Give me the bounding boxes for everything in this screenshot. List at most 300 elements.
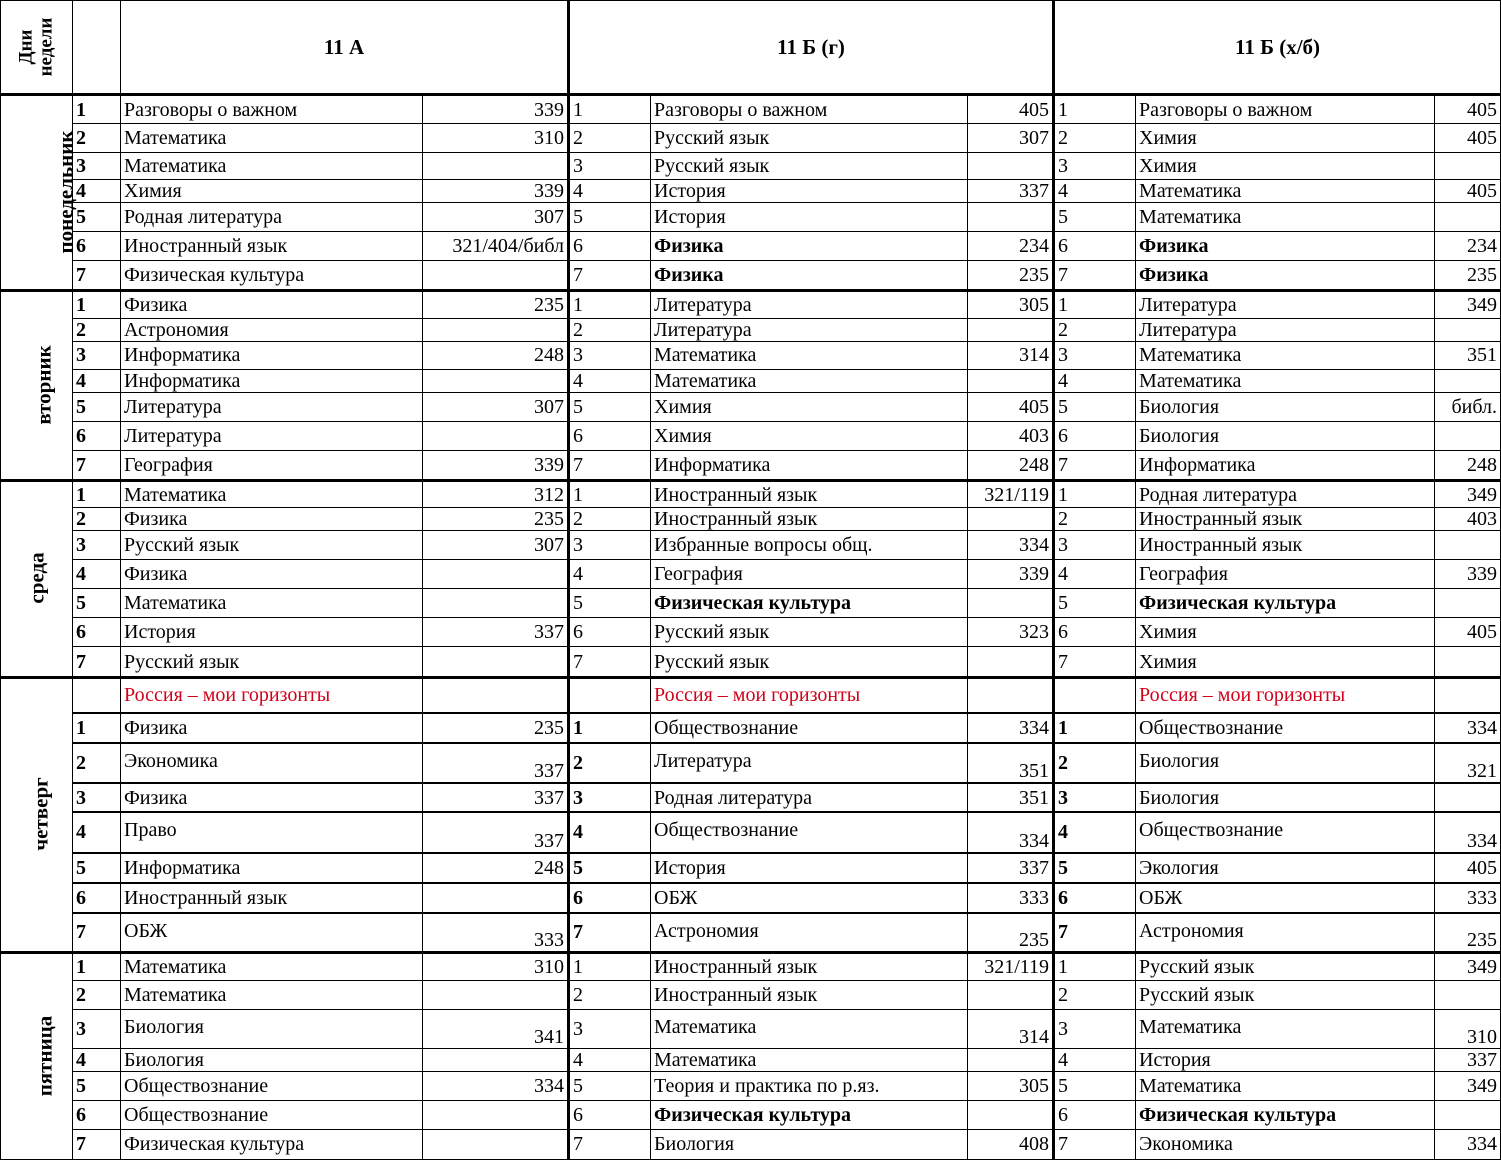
room-11a: 235 [423, 508, 569, 531]
days-header-cell [1, 1, 73, 95]
lesson-row [1, 981, 1501, 1010]
lesson-number-11a: 2 [73, 124, 121, 153]
room-11b-xb [1435, 203, 1501, 232]
subject-11a: Информатика [121, 853, 423, 883]
room-11a: 339 [423, 180, 569, 203]
subject-11b-xb: Литература [1136, 318, 1435, 341]
lesson-number-11a: 3 [73, 1010, 121, 1048]
subject-11a: Русский язык [121, 531, 423, 560]
lesson-number-11b-g: 4 [569, 560, 651, 589]
day-name: среда [24, 552, 49, 604]
subject-11b-g: История [651, 180, 968, 203]
room-11b-xb [1435, 318, 1501, 341]
subject-11b-xb: Физика [1136, 232, 1435, 261]
subject-11a: Физика [121, 560, 423, 589]
room-11b-g: 321/119 [968, 481, 1054, 508]
subject-11b-g: Иностранный язык [651, 481, 968, 508]
lesson-number-11a: 3 [73, 153, 121, 180]
subject-11b-g: Математика [651, 369, 968, 392]
day-cell [1, 95, 78, 291]
room-11b-xb: 349 [1435, 290, 1501, 318]
lesson-number-11b-xb: 7 [1054, 261, 1136, 290]
lesson-number-11b-g: 6 [569, 421, 651, 450]
lesson-number-11a: 7 [73, 1129, 121, 1159]
subject-11b-g: Иностранный язык [651, 981, 968, 1010]
lesson-number-11b-g: 1 [569, 713, 651, 743]
lesson-number-11b-xb: 2 [1054, 981, 1136, 1010]
lesson-number-11b-g: 7 [569, 450, 651, 480]
subject-11b-xb: Химия [1136, 153, 1435, 180]
lesson-row [1, 341, 1501, 369]
subject-11a: Физическая культура [121, 261, 423, 290]
days-label-line1: Дни [15, 29, 37, 65]
subject-11b-g: Литература [651, 318, 968, 341]
lesson-number-11b-g: 1 [569, 481, 651, 508]
room-11b-g: 307 [968, 124, 1054, 153]
room-11b-xb: 405 [1435, 124, 1501, 153]
room-11b-g [968, 677, 1054, 713]
lesson-row [1, 531, 1501, 560]
room-11b-xb: 334 [1435, 812, 1501, 852]
lesson-number-11b-xb: 1 [1054, 95, 1136, 124]
day-cell [1, 290, 73, 481]
room-11a: 235 [423, 290, 569, 318]
subject-11b-xb: Биология [1136, 392, 1435, 421]
lesson-number-11b-xb: 5 [1054, 853, 1136, 883]
lesson-number-11b-g: 7 [569, 261, 651, 290]
subject-11b-xb: Математика [1136, 369, 1435, 392]
room-11b-xb: 234 [1435, 232, 1501, 261]
day-cell [1, 677, 73, 953]
lesson-number-11a: 4 [73, 560, 121, 589]
room-11a: 334 [423, 1071, 569, 1100]
room-11b-g: 333 [968, 883, 1054, 913]
lesson-number-11b-xb: 2 [1054, 508, 1136, 531]
room-11b-g: 314 [968, 1010, 1054, 1048]
room-11b-g: 405 [968, 95, 1054, 124]
subject-11b-xb: Обществознание [1136, 812, 1435, 852]
lesson-row [1, 953, 1501, 981]
lesson-row [1, 203, 1501, 232]
lesson-number-11a: 1 [73, 953, 121, 981]
lesson-row [1, 560, 1501, 589]
lesson-number-11b-xb: 3 [1054, 1010, 1136, 1048]
subject-11b-xb: Астрономия [1136, 913, 1435, 953]
room-11b-g: 305 [968, 290, 1054, 318]
class-header-num-11a [73, 1, 121, 95]
room-11b-xb: 337 [1435, 1048, 1501, 1071]
lesson-number-11b-xb [1054, 677, 1136, 713]
room-11a [423, 421, 569, 450]
room-11b-xb: 310 [1435, 1010, 1501, 1048]
lesson-number-11b-g: 1 [569, 95, 651, 124]
lesson-number-11b-g: 5 [569, 203, 651, 232]
lesson-number-11b-xb: 3 [1054, 341, 1136, 369]
room-11b-g [968, 1100, 1054, 1129]
room-11a [423, 1048, 569, 1071]
class-header-11b-g: 11 Б (г) [569, 1, 1054, 95]
lesson-row [1, 1048, 1501, 1071]
room-11a: 321/404/библ [423, 232, 569, 261]
subject-11b-xb: Экономика [1136, 1129, 1435, 1159]
subject-11b-xb: Обществознание [1136, 713, 1435, 743]
lesson-number-11b-xb: 4 [1054, 369, 1136, 392]
lesson-row [1, 1010, 1501, 1048]
subject-11b-g: Информатика [651, 450, 968, 480]
subject-11b-g: Химия [651, 421, 968, 450]
lesson-number-11b-xb: 3 [1054, 783, 1136, 812]
room-11b-xb: 405 [1435, 618, 1501, 647]
lesson-number-11a: 2 [73, 318, 121, 341]
room-11b-xb: 403 [1435, 508, 1501, 531]
lesson-number-11b-xb: 7 [1054, 450, 1136, 480]
lesson-number-11b-xb: 7 [1054, 913, 1136, 953]
room-11a [423, 261, 569, 290]
lesson-row [1, 95, 1501, 124]
subject-11a: Математика [121, 124, 423, 153]
subject-11a: Физика [121, 713, 423, 743]
lesson-number-11a: 5 [73, 1071, 121, 1100]
lesson-number-11a: 5 [73, 589, 121, 618]
room-11a [423, 981, 569, 1010]
lesson-number-11b-g: 3 [569, 1010, 651, 1048]
lesson-number-11a: 3 [73, 783, 121, 812]
subject-11a: Физическая культура [121, 1129, 423, 1159]
room-11b-xb [1435, 369, 1501, 392]
lesson-number-11a: 1 [73, 713, 121, 743]
lesson-number-11b-xb: 1 [1054, 481, 1136, 508]
lesson-number-11b-xb: 4 [1054, 1048, 1136, 1071]
day-cell [1, 481, 73, 678]
subject-11b-g: ОБЖ [651, 883, 968, 913]
lesson-row [1, 1100, 1501, 1129]
room-11a: 341 [423, 1010, 569, 1048]
room-11b-xb [1435, 153, 1501, 180]
room-11b-g: 334 [968, 713, 1054, 743]
lesson-number-11a: 2 [73, 508, 121, 531]
lesson-number-11b-xb: 2 [1054, 318, 1136, 341]
room-11b-xb: 334 [1435, 1129, 1501, 1159]
subject-11a: Литература [121, 421, 423, 450]
subject-11a: Физика [121, 783, 423, 812]
lesson-row [1, 124, 1501, 153]
room-11b-xb [1435, 421, 1501, 450]
subject-11a: Обществознание [121, 1071, 423, 1100]
subject-11a: Астрономия [121, 318, 423, 341]
subject-11b-g: Обществознание [651, 812, 968, 852]
room-11b-g: 337 [968, 180, 1054, 203]
lesson-row [1, 1129, 1501, 1159]
room-11b-g: 235 [968, 261, 1054, 290]
lesson-number-11a: 7 [73, 261, 121, 290]
subject-11a: Химия [121, 180, 423, 203]
subject-11b-g: История [651, 853, 968, 883]
lesson-row [1, 812, 1501, 852]
lesson-number-11b-g: 4 [569, 812, 651, 852]
subject-11a: Физика [121, 508, 423, 531]
lesson-number-11a [73, 677, 121, 713]
lesson-row [1, 290, 1501, 318]
day-name: пятница [32, 1015, 57, 1097]
lesson-row [1, 508, 1501, 531]
room-11b-g: 321/119 [968, 953, 1054, 981]
lesson-number-11b-xb: 4 [1054, 812, 1136, 852]
lesson-number-11b-xb: 1 [1054, 713, 1136, 743]
room-11b-g [968, 1048, 1054, 1071]
lesson-number-11b-g: 2 [569, 508, 651, 531]
lesson-number-11b-g: 1 [569, 290, 651, 318]
lesson-row [1, 618, 1501, 647]
room-11b-xb: библ. [1435, 392, 1501, 421]
subject-11b-xb: Математика [1136, 203, 1435, 232]
lesson-number-11a: 4 [73, 180, 121, 203]
lesson-number-11b-g: 5 [569, 392, 651, 421]
subject-11a: Физика [121, 290, 423, 318]
room-11b-xb: 349 [1435, 1071, 1501, 1100]
lesson-number-11b-g: 7 [569, 1129, 651, 1159]
subject-11a: Математика [121, 481, 423, 508]
room-11b-g: 339 [968, 560, 1054, 589]
room-11b-g: 305 [968, 1071, 1054, 1100]
lesson-number-11b-g: 2 [569, 981, 651, 1010]
room-11a [423, 369, 569, 392]
lesson-row [1, 647, 1501, 677]
lesson-number-11b-g: 4 [569, 1048, 651, 1071]
lesson-row [1, 677, 1501, 713]
subject-11b-g: Русский язык [651, 124, 968, 153]
lesson-row [1, 318, 1501, 341]
room-11a: 310 [423, 124, 569, 153]
lesson-row [1, 421, 1501, 450]
room-11b-xb: 321 [1435, 743, 1501, 783]
room-11b-xb [1435, 783, 1501, 812]
subject-11a: Математика [121, 589, 423, 618]
lesson-number-11b-xb: 5 [1054, 203, 1136, 232]
subject-11a: Право [121, 812, 423, 852]
schedule-body [1, 95, 1501, 1160]
room-11a: 310 [423, 953, 569, 981]
room-11a [423, 1129, 569, 1159]
subject-11b-g: Физическая культура [651, 589, 968, 618]
lesson-number-11b-g: 5 [569, 1071, 651, 1100]
room-11a [423, 647, 569, 677]
subject-11b-xb: Физика [1136, 261, 1435, 290]
lesson-number-11b-xb: 6 [1054, 618, 1136, 647]
room-11a [423, 318, 569, 341]
subject-11b-xb: Разговоры о важном [1136, 95, 1435, 124]
room-11a: 333 [423, 913, 569, 953]
lesson-number-11b-g: 6 [569, 232, 651, 261]
room-11b-g: 314 [968, 341, 1054, 369]
lesson-row [1, 261, 1501, 290]
lesson-row [1, 369, 1501, 392]
day-name: вторник [31, 345, 56, 425]
subject-11a: Математика [121, 981, 423, 1010]
lesson-row [1, 783, 1501, 812]
lesson-number-11a: 3 [73, 531, 121, 560]
header-row [1, 1, 1501, 95]
room-11b-g [968, 508, 1054, 531]
room-11a: 312 [423, 481, 569, 508]
class-header-11a: 11 А [121, 1, 569, 95]
room-11a [423, 677, 569, 713]
lesson-row [1, 883, 1501, 913]
subject-11b-xb: История [1136, 1048, 1435, 1071]
lesson-number-11a: 4 [73, 812, 121, 852]
lesson-number-11b-g: 2 [569, 124, 651, 153]
lesson-number-11b-xb: 6 [1054, 883, 1136, 913]
room-11b-xb: 235 [1435, 913, 1501, 953]
lesson-row [1, 481, 1501, 508]
room-11b-g [968, 203, 1054, 232]
subject-11b-xb: Русский язык [1136, 981, 1435, 1010]
lesson-number-11a: 6 [73, 1100, 121, 1129]
subject-11b-xb: Информатика [1136, 450, 1435, 480]
room-11b-g [968, 318, 1054, 341]
lesson-number-11a: 7 [73, 647, 121, 677]
lesson-row [1, 589, 1501, 618]
room-11b-xb [1435, 531, 1501, 560]
lesson-number-11b-xb: 5 [1054, 392, 1136, 421]
room-11b-xb: 351 [1435, 341, 1501, 369]
subject-11a: Россия – мои горизонты [121, 677, 423, 713]
subject-11b-g: Разговоры о важном [651, 95, 968, 124]
lesson-number-11b-g: 1 [569, 953, 651, 981]
lesson-number-11b-xb: 7 [1054, 1129, 1136, 1159]
subject-11b-xb: Физическая культура [1136, 589, 1435, 618]
lesson-number-11b-g: 4 [569, 369, 651, 392]
room-11b-g: 248 [968, 450, 1054, 480]
subject-11b-g: Литература [651, 290, 968, 318]
lesson-row [1, 713, 1501, 743]
subject-11b-xb: Биология [1136, 783, 1435, 812]
room-11b-xb: 235 [1435, 261, 1501, 290]
lesson-number-11b-g: 6 [569, 618, 651, 647]
lesson-number-11a: 2 [73, 981, 121, 1010]
room-11b-xb [1435, 1100, 1501, 1129]
room-11b-xb: 405 [1435, 853, 1501, 883]
lesson-number-11b-xb: 7 [1054, 647, 1136, 677]
subject-11b-g: Россия – мои горизонты [651, 677, 968, 713]
subject-11b-xb: Математика [1136, 1071, 1435, 1100]
subject-11a: Обществознание [121, 1100, 423, 1129]
subject-11b-g: Русский язык [651, 153, 968, 180]
room-11b-xb [1435, 647, 1501, 677]
room-11a [423, 589, 569, 618]
lesson-number-11b-xb: 6 [1054, 421, 1136, 450]
lesson-number-11a: 2 [73, 743, 121, 783]
room-11b-g [968, 153, 1054, 180]
room-11b-xb [1435, 677, 1501, 713]
lesson-number-11b-g: 3 [569, 783, 651, 812]
days-label-line2: недели [35, 17, 57, 77]
room-11a [423, 560, 569, 589]
lesson-number-11b-xb: 3 [1054, 153, 1136, 180]
lesson-row [1, 392, 1501, 421]
lesson-number-11a: 6 [73, 618, 121, 647]
lesson-number-11a: 7 [73, 450, 121, 480]
subject-11b-g: Иностранный язык [651, 953, 968, 981]
lesson-number-11a: 1 [73, 481, 121, 508]
room-11a: 248 [423, 341, 569, 369]
lesson-number-11b-xb: 5 [1054, 1071, 1136, 1100]
room-11b-g [968, 647, 1054, 677]
room-11b-xb: 339 [1435, 560, 1501, 589]
lesson-number-11b-g: 5 [569, 589, 651, 618]
lesson-number-11a: 4 [73, 1048, 121, 1071]
subject-11b-g: Физика [651, 232, 968, 261]
lesson-row [1, 913, 1501, 953]
subject-11b-xb: Математика [1136, 341, 1435, 369]
subject-11b-xb: Иностранный язык [1136, 531, 1435, 560]
lesson-number-11b-xb: 5 [1054, 589, 1136, 618]
lesson-number-11a: 4 [73, 369, 121, 392]
subject-11b-g: Литература [651, 743, 968, 783]
subject-11b-xb: Математика [1136, 1010, 1435, 1048]
lesson-number-11a: 5 [73, 392, 121, 421]
subject-11a: Иностранный язык [121, 232, 423, 261]
lesson-row [1, 1071, 1501, 1100]
subject-11b-xb: Россия – мои горизонты [1136, 677, 1435, 713]
subject-11b-xb: Химия [1136, 618, 1435, 647]
room-11a: 339 [423, 450, 569, 480]
room-11b-g: 405 [968, 392, 1054, 421]
subject-11a: Литература [121, 392, 423, 421]
lesson-number-11a: 5 [73, 853, 121, 883]
class-header-11b-xb: 11 Б (х/б) [1054, 1, 1501, 95]
subject-11a: Разговоры о важном [121, 95, 423, 124]
lesson-number-11a: 5 [73, 203, 121, 232]
lesson-number-11a: 1 [73, 290, 121, 318]
room-11b-xb: 248 [1435, 450, 1501, 480]
room-11a: 307 [423, 392, 569, 421]
room-11a: 337 [423, 812, 569, 852]
room-11a [423, 1100, 569, 1129]
subject-11b-g: Биология [651, 1129, 968, 1159]
lesson-number-11b-xb: 3 [1054, 531, 1136, 560]
room-11a: 337 [423, 618, 569, 647]
room-11b-xb: 405 [1435, 95, 1501, 124]
lesson-number-11a: 6 [73, 421, 121, 450]
subject-11b-g: История [651, 203, 968, 232]
lesson-number-11b-xb: 4 [1054, 560, 1136, 589]
days-header-label [17, 18, 57, 77]
subject-11b-g: География [651, 560, 968, 589]
subject-11b-g: Физика [651, 261, 968, 290]
subject-11b-g: Русский язык [651, 618, 968, 647]
room-11b-g: 351 [968, 783, 1054, 812]
room-11b-g: 323 [968, 618, 1054, 647]
subject-11b-g: Математика [651, 1048, 968, 1071]
room-11b-g [968, 981, 1054, 1010]
lesson-number-11b-g: 5 [569, 853, 651, 883]
room-11b-g [968, 369, 1054, 392]
room-11a [423, 153, 569, 180]
lesson-number-11b-g: 7 [569, 647, 651, 677]
subject-11a: Экономика [121, 743, 423, 783]
subject-11a: Иностранный язык [121, 883, 423, 913]
room-11b-xb [1435, 981, 1501, 1010]
lesson-number-11b-xb: 6 [1054, 232, 1136, 261]
subject-11b-g: Физическая культура [651, 1100, 968, 1129]
lesson-number-11a: 1 [73, 95, 121, 124]
room-11b-g: 334 [968, 531, 1054, 560]
subject-11a: Информатика [121, 341, 423, 369]
subject-11a: Биология [121, 1048, 423, 1071]
room-11a: 337 [423, 743, 569, 783]
subject-11b-g: Математика [651, 341, 968, 369]
subject-11b-xb: Литература [1136, 290, 1435, 318]
